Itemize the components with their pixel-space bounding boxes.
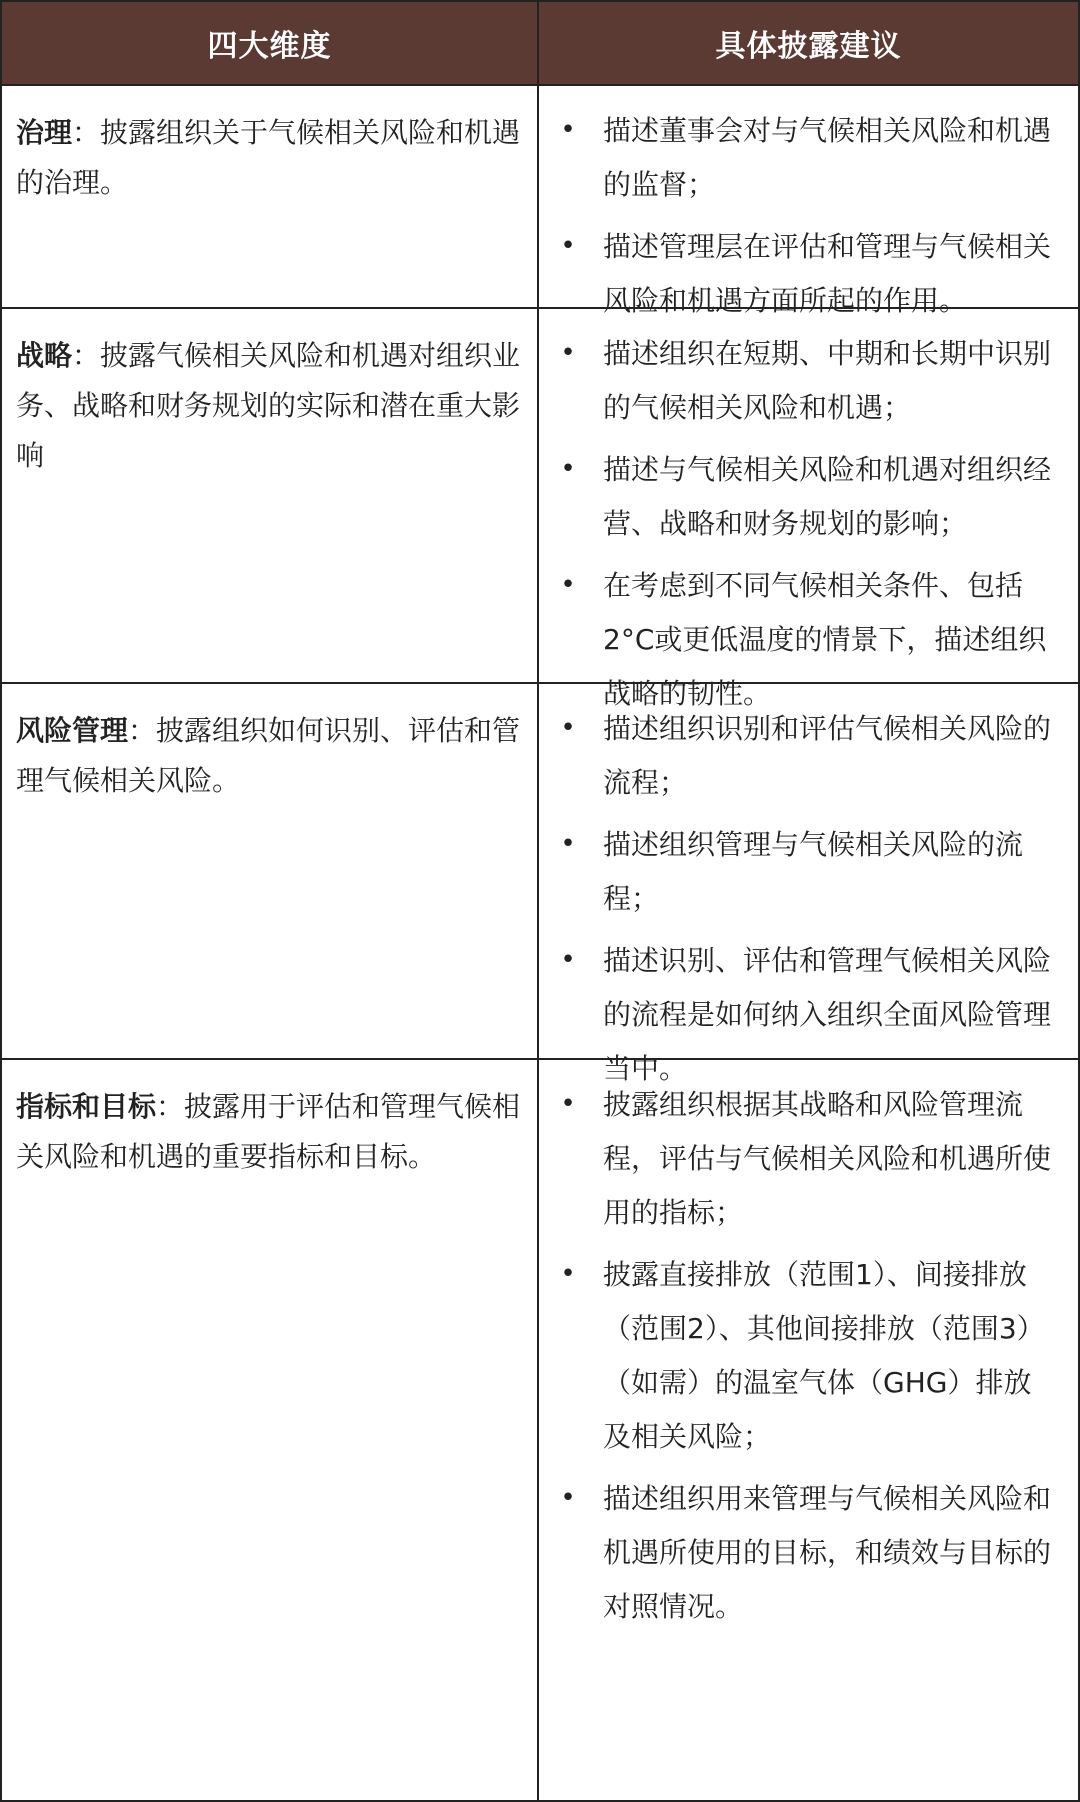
list-item <box>539 1248 1058 1464</box>
recommendation-text: 描述组织在短期、中期和长期中识别的气候相关风险和机遇； <box>603 337 1052 424</box>
header-dimensions: 四大维度 <box>2 2 539 84</box>
list-item <box>539 702 1058 810</box>
header-recommendations: 具体披露建议 <box>715 29 902 64</box>
table-header <box>2 0 1078 86</box>
bullet-icon: • <box>560 829 576 859</box>
list-item <box>539 443 1058 551</box>
list-item <box>539 818 1058 926</box>
recommendation-text: 描述管理层在评估和管理与气候相关风险和机遇方面所起的作用。 <box>603 230 1052 317</box>
dimension-cell <box>2 1060 539 1800</box>
bullet-icon: • <box>560 1483 576 1513</box>
recommendation-text: 在考虑到不同气候相关条件、包括2°C或更低温度的情景下，描述组织战略的韧性。 <box>603 569 1047 710</box>
bullet-icon: • <box>560 945 576 975</box>
dimension-label: 战略 <box>16 339 73 372</box>
bullet-icon: • <box>560 115 576 145</box>
dimension-cell <box>2 684 539 1058</box>
list-item <box>539 1472 1058 1634</box>
dimension-description: 披露气候相关风险和机遇对组织业务、战略和财务规划的实际和潜在重大影响 <box>16 339 521 472</box>
recommendations-cell <box>539 1060 1078 1800</box>
bullet-icon: • <box>560 454 576 484</box>
recommendation-text: 披露直接排放（范围1）、间接排放（范围2）、其他间接排放（范围3）（如需）的温室气体（GHG）排放及相关风险； <box>603 1258 1045 1453</box>
dimension-label: 指标和目标 <box>16 1090 157 1123</box>
recommendation-text: 描述与气候相关风险和机遇对组织经营、战略和财务规划的影响； <box>603 453 1052 540</box>
bullet-icon: • <box>560 570 576 600</box>
label-separator: ： <box>72 339 101 372</box>
recommendation-text: 描述董事会对与气候相关风险和机遇的监督； <box>603 114 1052 201</box>
bullet-icon: • <box>560 231 576 261</box>
dimension-description: 披露组织关于气候相关风险和机遇的治理。 <box>16 116 521 199</box>
dimension-label: 治理 <box>16 116 73 149</box>
list-item <box>539 327 1058 435</box>
bullet-icon: • <box>560 338 576 368</box>
list-item <box>539 1078 1058 1240</box>
dimension-description: 披露用于评估和管理气候相关风险和机遇的重要指标和目标。 <box>16 1090 521 1173</box>
dimension-cell <box>2 309 539 682</box>
recommendation-text: 描述组织管理与气候相关风险的流程； <box>603 828 1024 915</box>
dimension-label: 风险管理 <box>16 714 129 747</box>
recommendations-cell <box>539 309 1078 710</box>
table-row-strategy <box>2 309 1078 710</box>
recommendation-text: 披露组织根据其战略和风险管理流程，评估与气候相关风险和机遇所使用的指标； <box>603 1088 1052 1229</box>
bullet-icon: • <box>560 713 576 743</box>
bullet-icon: • <box>560 1259 576 1289</box>
dimension-description: 披露组织如何识别、评估和管理气候相关风险。 <box>16 714 521 797</box>
recommendations-cell <box>539 86 1078 317</box>
list-item <box>539 104 1058 212</box>
dimension-cell <box>2 86 539 307</box>
recommendation-text: 描述组织用来管理与气候相关风险和机遇所使用的目标，和绩效与目标的对照情况。 <box>603 1482 1052 1623</box>
label-separator: ： <box>156 1090 185 1123</box>
recommendation-text: 描述识别、评估和管理气候相关风险的流程是如何纳入组织全面风险管理当中。 <box>603 944 1052 1085</box>
recommendations-cell <box>539 684 1078 1085</box>
table-row-governance <box>2 86 1078 317</box>
table-row-metrics-targets <box>2 1060 1078 1800</box>
label-separator: ： <box>72 116 101 149</box>
bullet-icon: • <box>560 1089 576 1119</box>
label-separator: ： <box>128 714 157 747</box>
recommendation-text: 描述组织识别和评估气候相关风险的流程； <box>603 712 1052 799</box>
table-row-risk-management <box>2 684 1078 1085</box>
